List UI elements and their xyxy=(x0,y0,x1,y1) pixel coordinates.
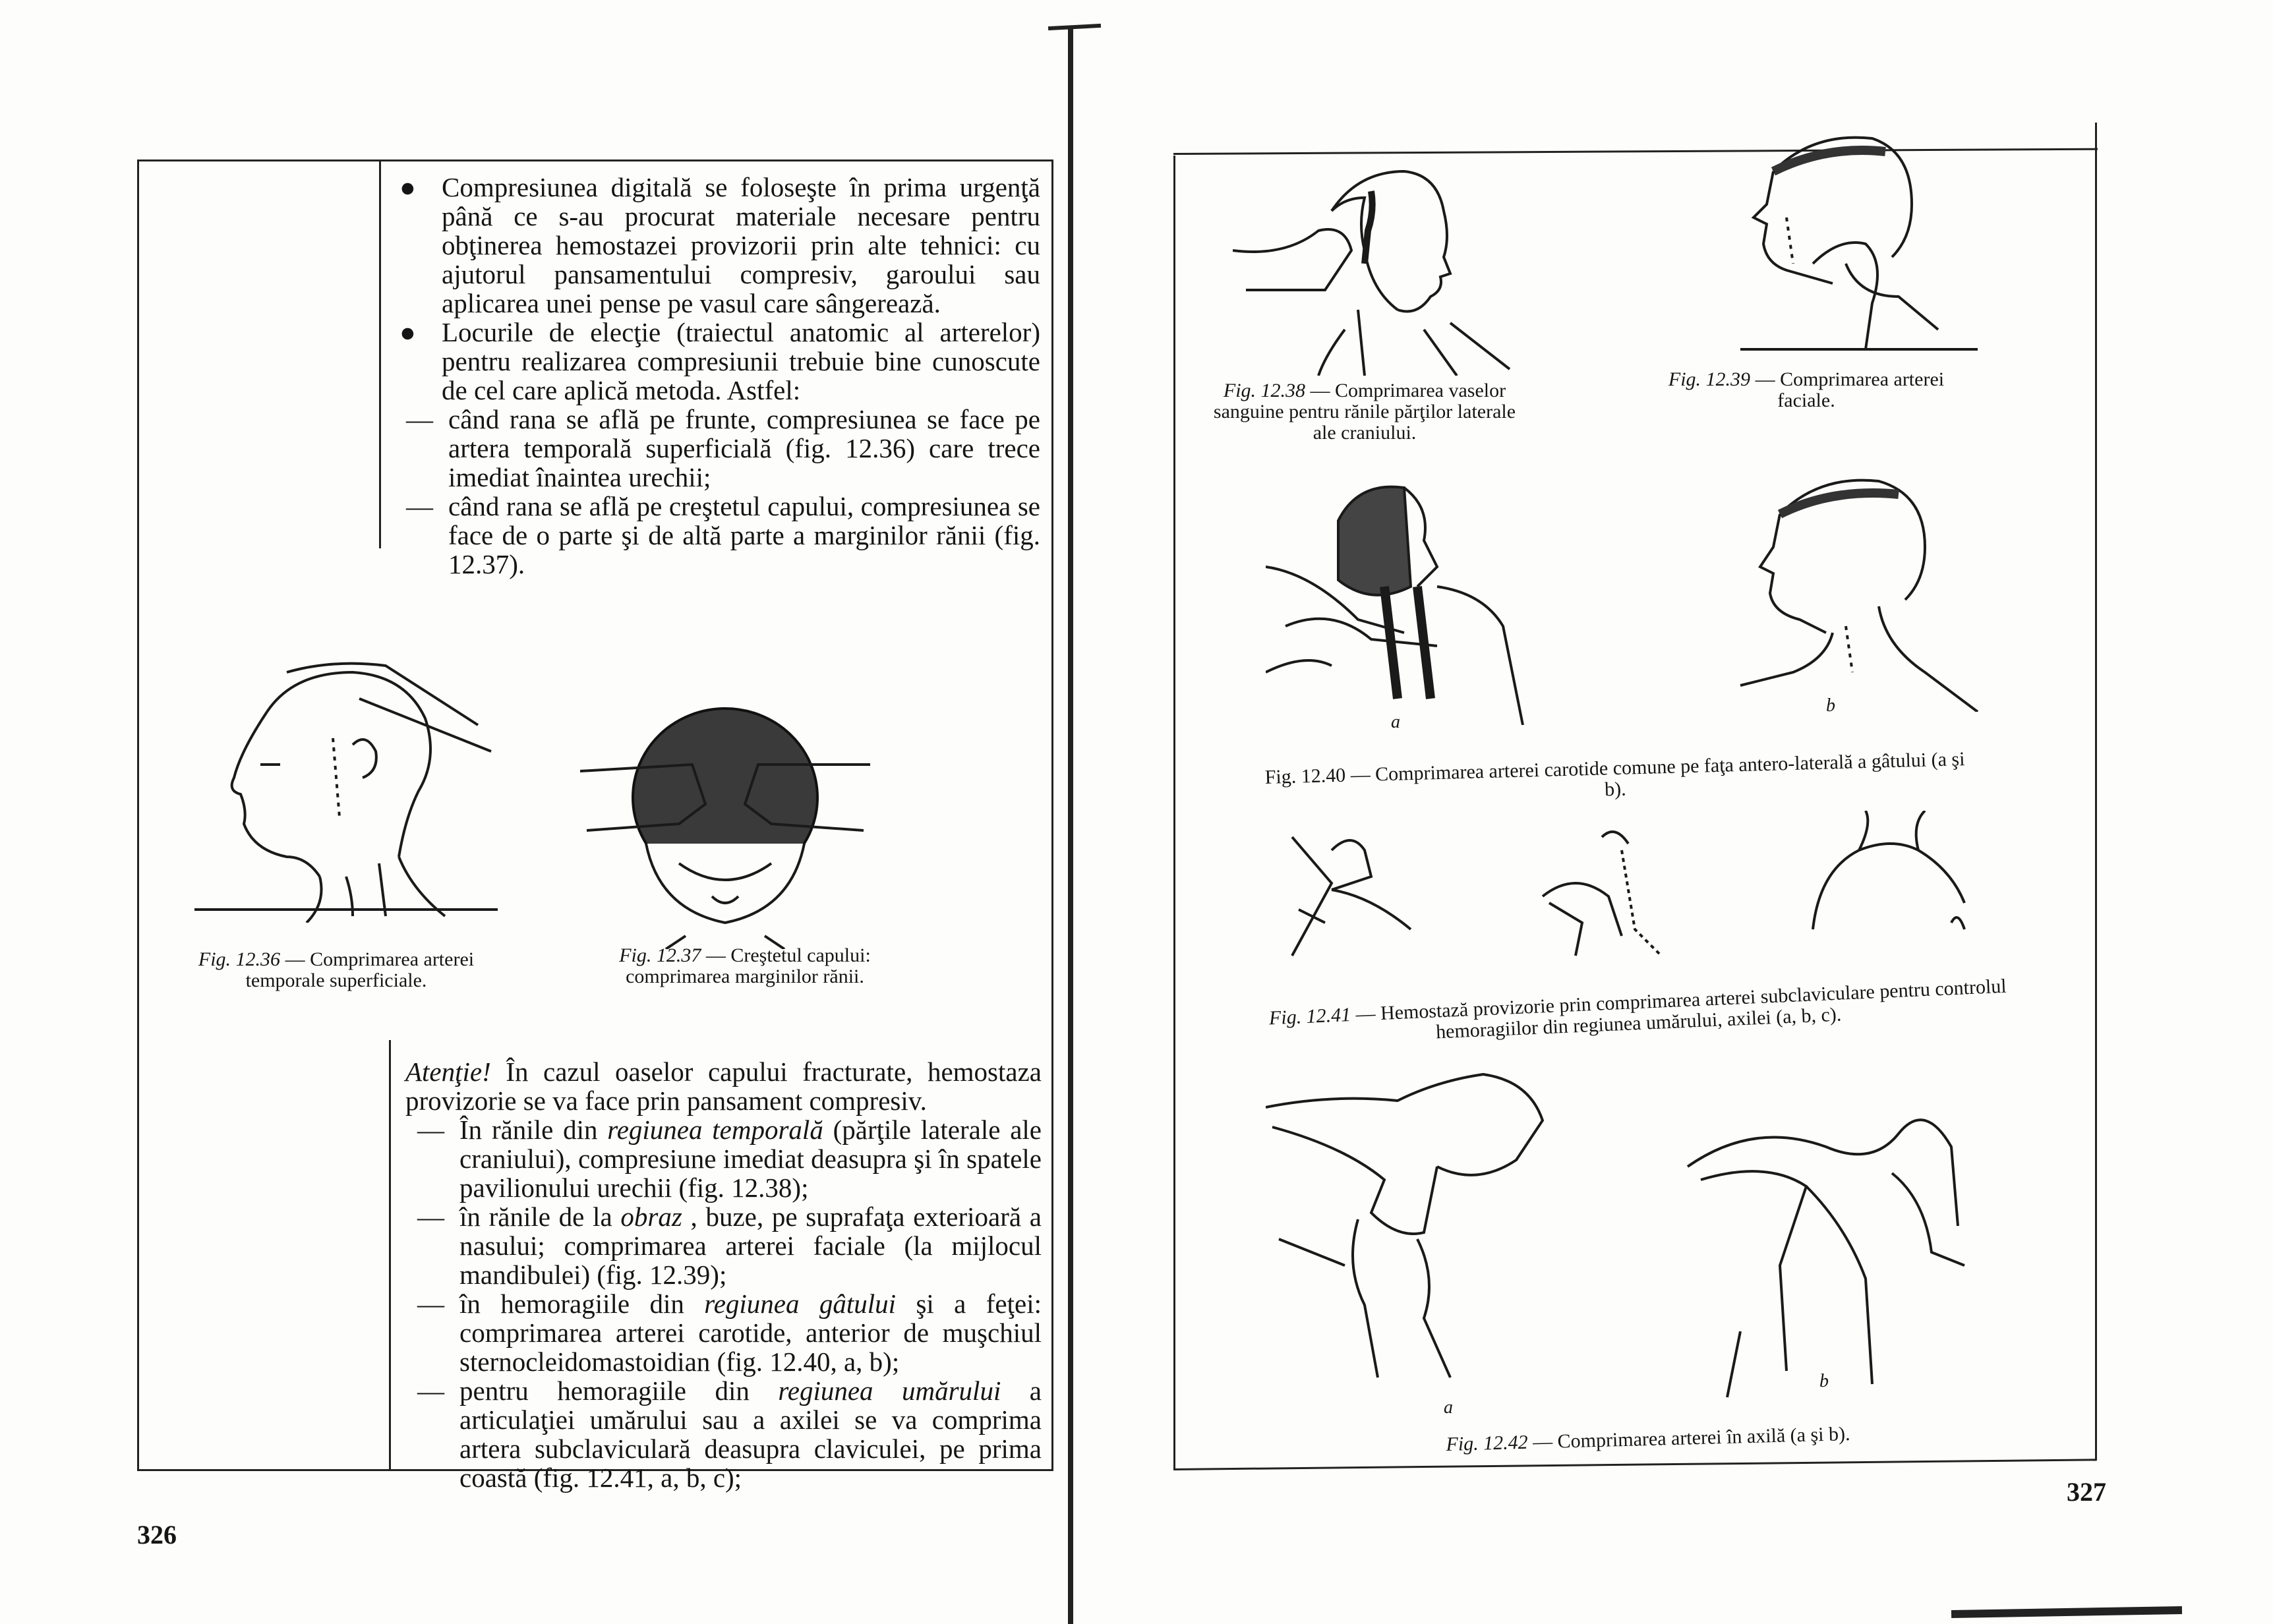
dash-text: când rana se află pe creştetul capului, compresiunea se face de o parte şi de altă parte a marginilor rănii (fig. 12.37). xyxy=(448,491,1040,579)
sub-label-a: a xyxy=(1391,712,1400,732)
caption-text: — Hemostază provizorie prin comprimarea arterei subclaviculare pentru controlul hemoragiilor din regiunea umărului, axilei (a, b, c). xyxy=(1355,975,2007,1043)
bullet-text: Compresiunea digitală se foloseşte în prima urgenţă până ce s-au procurat materiale necesare pentru obţinerea hemostazei provizorii prin alte tehnici: cu ajutorul pansamentului compresiv, garoului sau aplicarea unei pense pe vasul care sângerează. xyxy=(442,172,1040,318)
book-spine xyxy=(1068,26,1073,1624)
caption-fig-number: Fig. 12.36 xyxy=(198,948,281,970)
page-number: 327 xyxy=(2067,1477,2106,1507)
caption-fig-number: Fig. 12.37 xyxy=(619,944,701,966)
atentie-text: În cazul oaselor capului fracturate, hemostaza provizorie se va face prin pansament compresiv. xyxy=(405,1057,1042,1116)
caption-fig-12-40 xyxy=(1252,749,1978,810)
right-frame-bottom xyxy=(1173,1459,2096,1470)
dash-text: când rana se află pe frunte, compresiunea se face pe artera temporală superficială (fig. 12.36) care trece imediat înaintea urechii; xyxy=(448,404,1040,492)
scan-edge-shadow xyxy=(1951,1606,2182,1618)
left-top-text xyxy=(394,173,1040,579)
caption-fig-number: Fig. 12.38 xyxy=(1223,380,1306,401)
caption-fig-number: Fig. 12.42 xyxy=(1446,1431,1529,1456)
dash-item: — în rănile de la obraz , buze, pe suprafaţa exterioară a nasului; comprimarea arterei faciale (la mijlocul mandibulei) (fig. 12.39); xyxy=(417,1202,1042,1290)
caption-text: — Creştetul capului: comprimarea marginilor rănii. xyxy=(626,944,871,987)
dash-item: — pentru hemoragiile din regiunea umărului a articulaţiei umărului sau a axilei se va comprima artera subclaviculară deasupra claviculei, pe prima coastă (fig. 12.41, a, b, c); xyxy=(417,1376,1042,1493)
dash-item: — când rana se află pe creştetul capului, compresiunea se face de o parte şi de altă parte a marginilor rănii (fig. 12.37). xyxy=(406,491,1040,579)
caption-text: — Comprimarea arterei în axilă (a şi b). xyxy=(1532,1422,1850,1453)
figure-12-41c-illustration xyxy=(1800,811,1978,962)
sub-label-a: a xyxy=(1444,1397,1453,1418)
figure-12-42a-illustration xyxy=(1266,1068,1595,1410)
dash-item: — În rănile din regiunea temporală (părţile laterale ale craniului), compresiune imediat deasupra şi în spatele pavilionului urechii (fig. 12.38); xyxy=(417,1115,1042,1203)
bullet-item: ● Compresiunea digitală se foloseşte în prima urgenţă până ce s-au procurat materiale necesare pentru obţinerea hemostazei provizorii prin alte tehnici: cu ajutorul pansamentului compresiv, garoului sau aplicarea unei pense pe vasul care sângerează. xyxy=(399,172,1040,318)
left-top-divider xyxy=(379,160,381,548)
atentie-label: Atenţie! xyxy=(405,1057,491,1087)
left-frame-left xyxy=(137,160,139,1471)
sub-label-b: b xyxy=(1826,695,1835,716)
caption-text: — Comprimarea arterei carotide comune pe faţa antero-laterală a gâtului (a şi b). xyxy=(1350,748,1965,801)
caption-fig-12-41 xyxy=(1245,975,2031,1051)
bullet-item: ● Locurile de elecţie (traiectul anatomic al arterelor) pentru realizarea compresiunii trebuie bine cunoscute de cel care aplică metoda. Astfel: xyxy=(399,317,1040,405)
figure-12-39-illustration xyxy=(1714,132,1978,369)
figure-12-40b-illustration xyxy=(1734,475,1984,712)
figure-12-37-illustration xyxy=(580,699,870,949)
caption-fig-12-37 xyxy=(590,945,900,987)
left-frame-top xyxy=(137,160,1053,161)
page-number: 326 xyxy=(137,1520,177,1550)
figure-12-40a-illustration xyxy=(1266,481,1543,725)
figure-12-36-illustration xyxy=(188,659,504,923)
caption-fig-12-42 xyxy=(1351,1421,1945,1458)
left-frame-right xyxy=(1051,160,1053,1471)
figure-12-41b-illustration xyxy=(1523,824,1694,975)
figure-12-42b-illustration xyxy=(1674,1094,1978,1410)
atentie-paragraph xyxy=(405,1057,1042,1115)
dash-item: — când rana se află pe frunte, compresiunea se face pe artera temporală superficială (fig. 12.36) care trece imediat înaintea urechii; xyxy=(406,404,1040,492)
left-bottom-divider xyxy=(389,1040,391,1471)
right-frame-right xyxy=(2095,123,2097,1461)
caption-fig-12-39 xyxy=(1661,369,1951,411)
book-spine-top xyxy=(1048,24,1101,30)
left-bottom-text xyxy=(405,1057,1042,1492)
caption-text: — Comprimarea vaselor sanguine pentru rănile părţilor laterale ale craniului. xyxy=(1213,380,1516,444)
caption-fig-number: Fig. 12.39 xyxy=(1668,368,1751,390)
dash-item: — în hemoragiile din regiunea gâtului şi a feţei: comprimarea arterei carotide, anterior de muşchiul sternocleidomastoidian (fig. 12.40, a, b); xyxy=(417,1289,1042,1377)
caption-text: — Comprimarea arterei faciale. xyxy=(1755,368,1945,411)
right-frame-left xyxy=(1173,156,1175,1470)
caption-fig-number: Fig. 12.41 xyxy=(1268,1004,1351,1030)
sub-label-b: b xyxy=(1819,1371,1829,1391)
bullet-text: Locurile de elecţie (traiectul anatomic al arterelor) pentru realizarea compresiunii trebuie bine cunoscute de cel care aplică metoda. Astfel: xyxy=(442,317,1040,405)
caption-text: — Comprimarea arterei temporale superficiale. xyxy=(245,948,475,991)
caption-fig-number: Fig. 12.40 xyxy=(1264,764,1346,788)
caption-fig-12-38 xyxy=(1210,380,1520,444)
figure-12-38-illustration xyxy=(1233,158,1523,376)
figure-12-41a-illustration xyxy=(1253,824,1424,975)
caption-fig-12-36 xyxy=(178,949,494,991)
